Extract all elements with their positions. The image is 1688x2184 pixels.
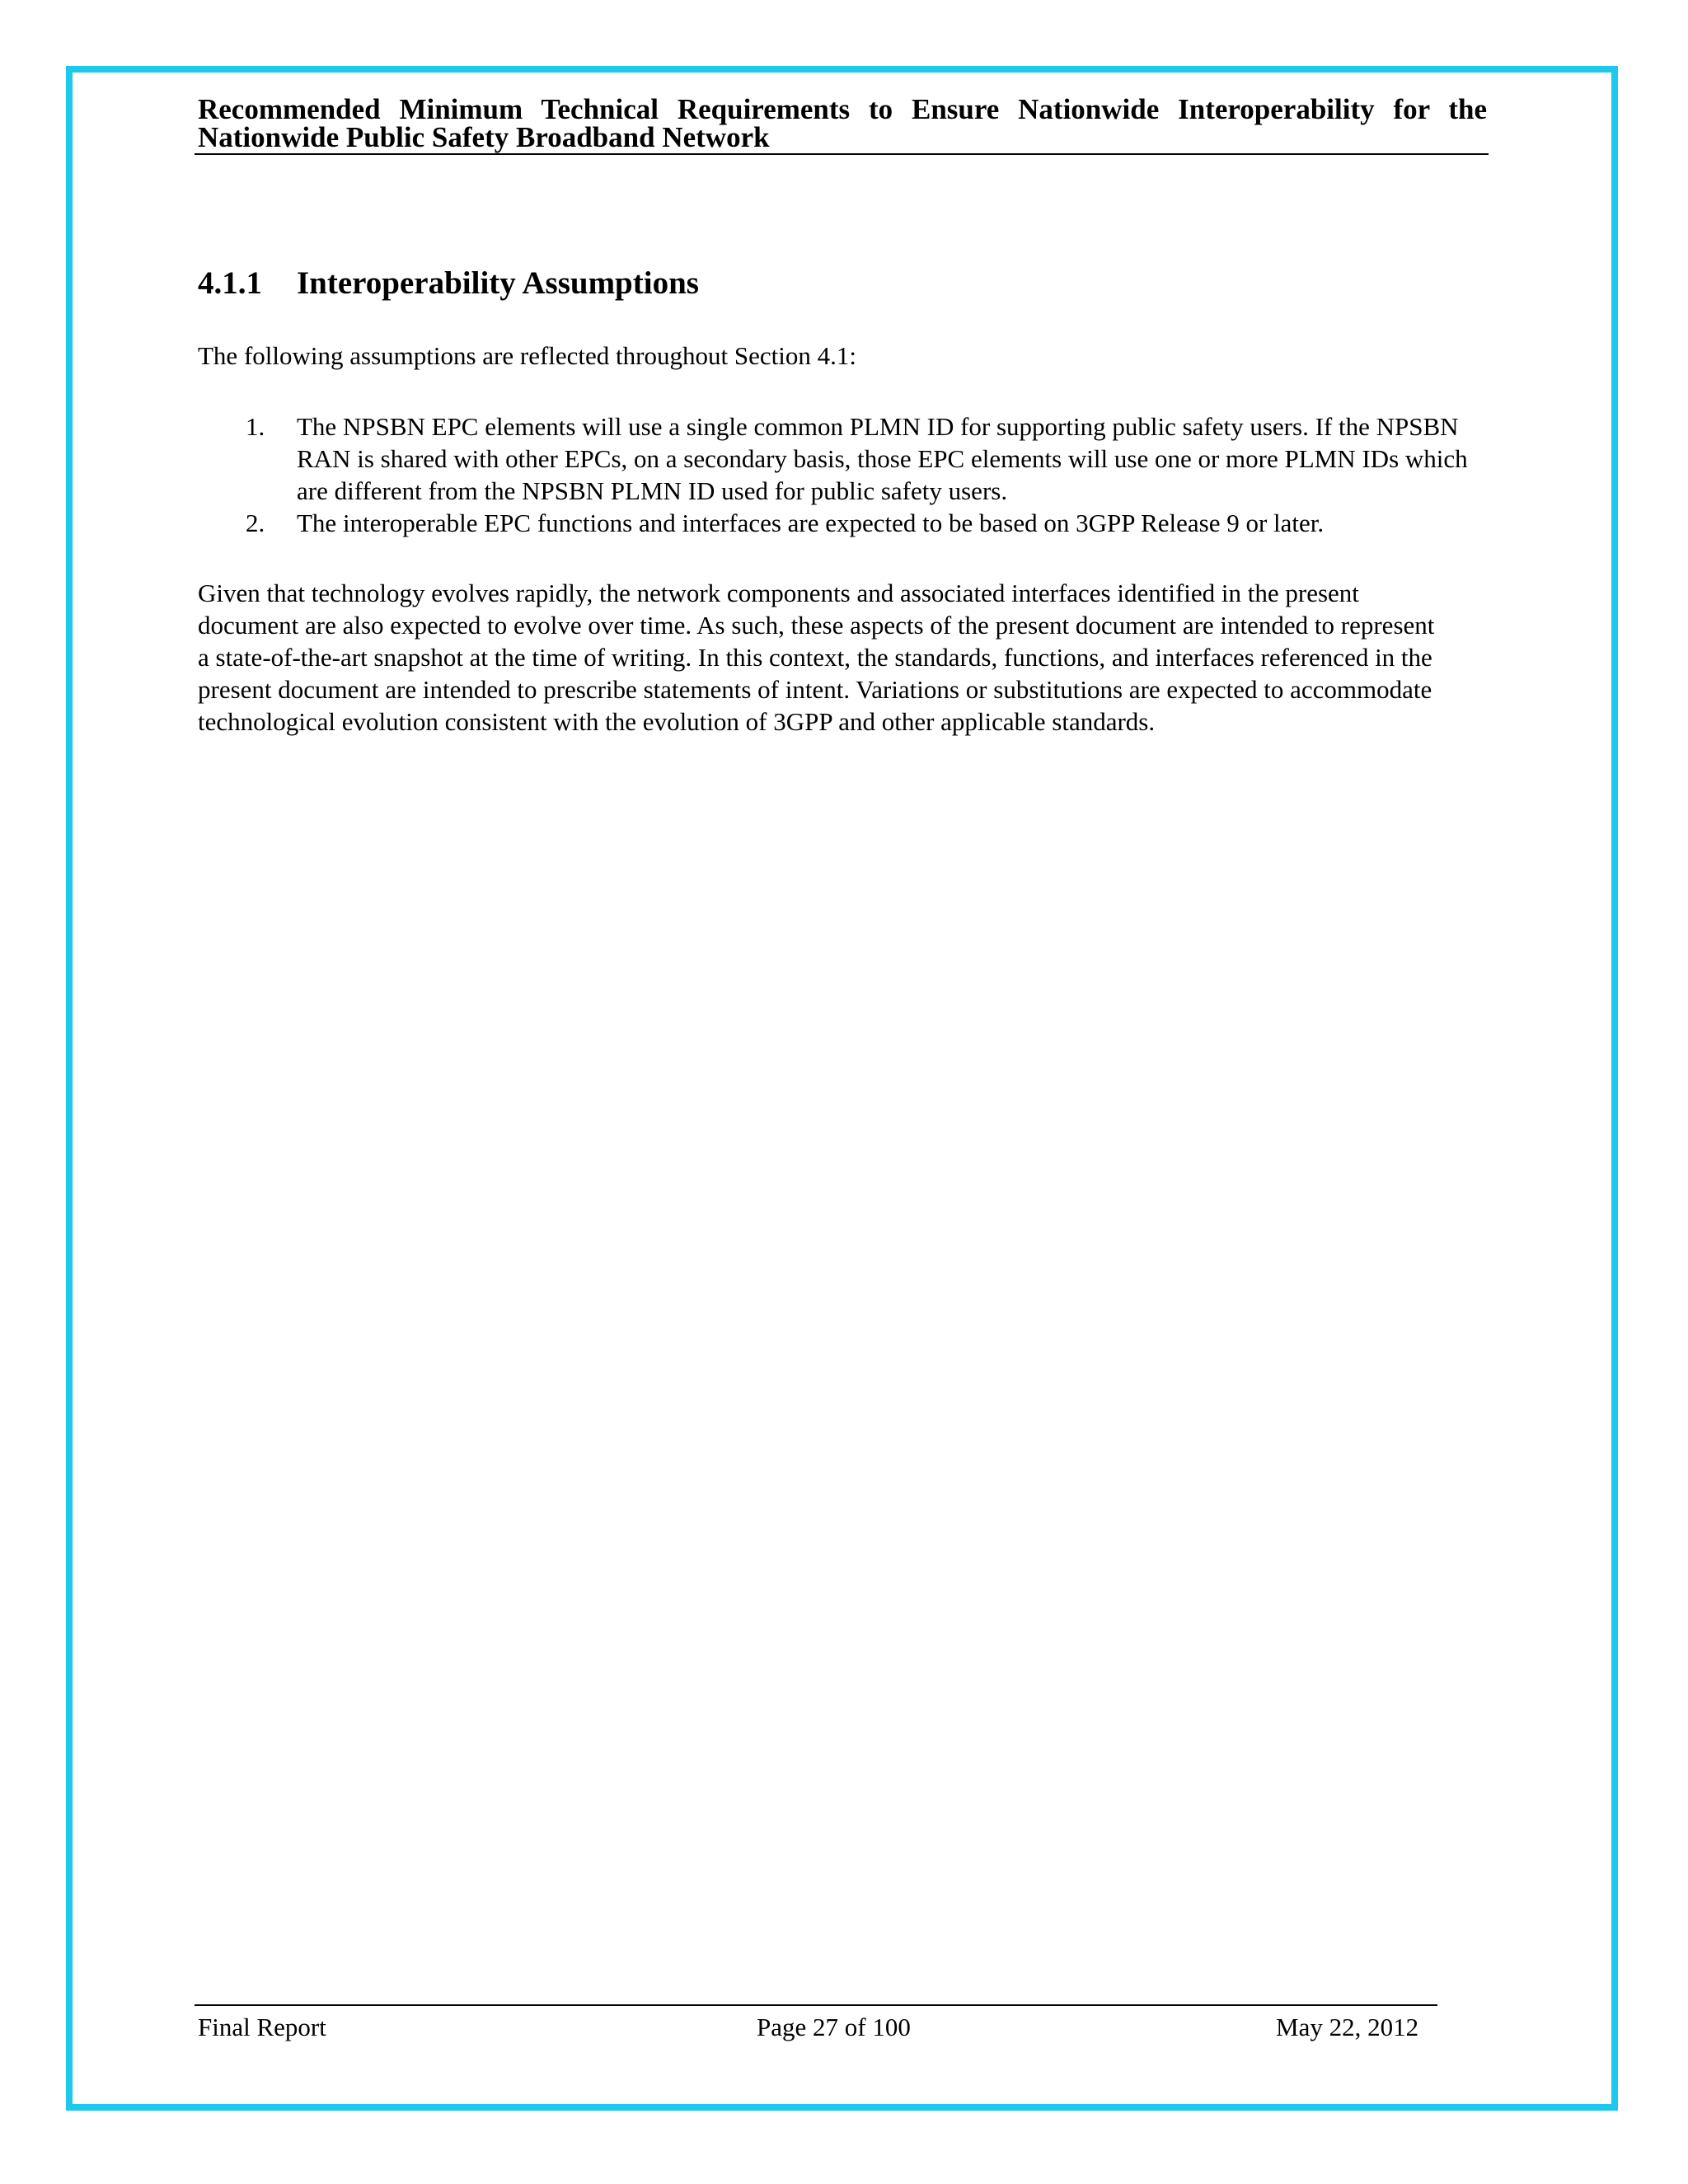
list-item xyxy=(198,410,1484,507)
section-title: Interoperability Assumptions xyxy=(297,265,699,301)
intro-paragraph: The following assumptions are reflected throughout Section 4.1: xyxy=(198,341,856,370)
footer-rule xyxy=(195,2004,1437,2006)
footer-page-number: Page 27 of 100 xyxy=(757,2013,911,2041)
header-title: Recommended Minimum Technical Requirements to Ensure Nationwide Interoperability for the Nationwide Public Safety Broadband Network xyxy=(198,93,1487,153)
header-rule xyxy=(195,153,1489,155)
list-marker: 1. xyxy=(246,412,265,441)
footer-report-label: Final Report xyxy=(198,2013,326,2041)
footer-date: May 22, 2012 xyxy=(1276,2013,1419,2041)
running-header xyxy=(198,93,1487,153)
section-heading xyxy=(198,264,699,303)
list-item-text: The interoperable EPC functions and interfaces are expected to be based on 3GPP Release 9 or later. xyxy=(297,509,1325,537)
assumption-list xyxy=(198,410,1484,539)
section-number: 4.1.1 xyxy=(198,265,262,301)
closing-paragraph: Given that technology evolves rapidly, the network components and associated interfaces identified in the present document are also expected to evolve over time. As such, these aspects of the present document are intended to represent a state-of-the-art snapshot at the time of writing. In this context, the standards, functions, and interfaces referenced in the present document are intended to prescribe statements of intent. Variations or substitutions are expected to accommodate technological evolution consistent with the evolution of 3GPP and other applicable standards. xyxy=(198,579,1435,736)
list-item-text: The NPSBN EPC elements will use a single common PLMN ID for supporting public safety users. If the NPSBN RAN is shared with other EPCs, on a secondary basis, those EPC elements will use one or more PLMN IDs which are different from the NPSBN PLMN ID used for public safety users. xyxy=(297,412,1468,505)
list-item xyxy=(198,507,1484,539)
list-marker: 2. xyxy=(246,509,265,537)
page-border xyxy=(66,66,1618,2111)
